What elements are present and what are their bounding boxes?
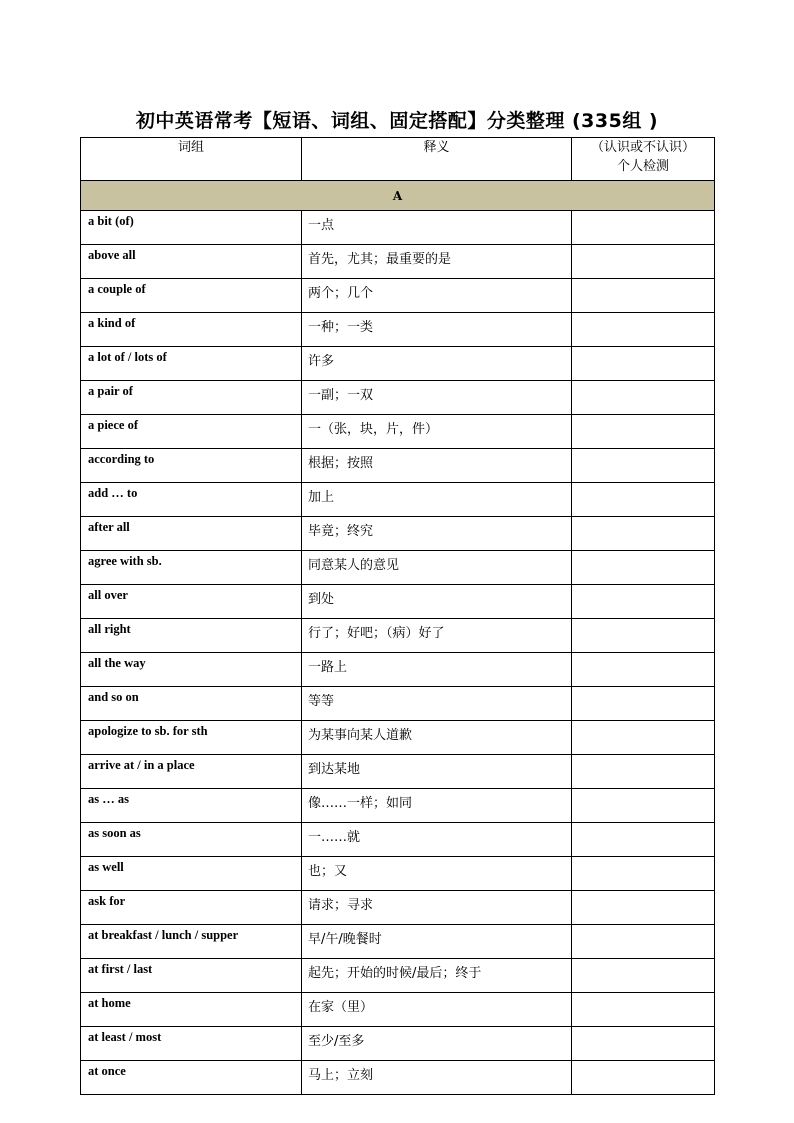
meaning-cell: 根据；按照 [302,449,572,483]
table-row [81,959,715,993]
self-check-cell[interactable] [572,347,715,381]
table-row [81,347,715,381]
table-row [81,789,715,823]
meaning-cell: 一种；一类 [302,313,572,347]
self-check-cell[interactable] [572,313,715,347]
phrase-cell: add … to [81,483,302,517]
table-row [81,211,715,245]
meaning-cell: 至少/至多 [302,1027,572,1061]
meaning-cell: 早/午/晚餐时 [302,925,572,959]
table-row [81,925,715,959]
phrase-cell: a bit (of) [81,211,302,245]
phrase-cell: arrive at / in a place [81,755,302,789]
section-label: A [81,181,715,211]
meaning-cell: 毕竟；终究 [302,517,572,551]
phrase-cell: at home [81,993,302,1027]
section-row [81,181,715,211]
meaning-cell: 像……一样；如同 [302,789,572,823]
table-row [81,619,715,653]
self-check-cell[interactable] [572,415,715,449]
meaning-cell: 马上；立刻 [302,1061,572,1095]
page-title: 初中英语常考【短语、词组、固定搭配】分类整理 (335组 ) [135,110,659,132]
phrase-cell: above all [81,245,302,279]
self-check-cell[interactable] [572,245,715,279]
table-row [81,721,715,755]
phrase-cell: at once [81,1061,302,1095]
phrase-cell: as well [81,857,302,891]
header-meaning: 释义 [302,138,572,181]
self-check-cell[interactable] [572,585,715,619]
phrase-cell: after all [81,517,302,551]
table-row [81,415,715,449]
meaning-cell: 两个；几个 [302,279,572,313]
meaning-cell: 在家（里） [302,993,572,1027]
self-check-cell[interactable] [572,551,715,585]
table-row [81,483,715,517]
phrase-cell: as soon as [81,823,302,857]
phrase-cell: a pair of [81,381,302,415]
table-row [81,279,715,313]
meaning-cell: 为某事向某人道歉 [302,721,572,755]
self-check-cell[interactable] [572,279,715,313]
self-check-cell[interactable] [572,891,715,925]
phrase-cell: all right [81,619,302,653]
meaning-cell: 一（张，块，片，件） [302,415,572,449]
table-row [81,1061,715,1095]
self-check-cell[interactable] [572,925,715,959]
self-check-cell[interactable] [572,959,715,993]
self-check-cell[interactable] [572,721,715,755]
phrase-cell: at first / last [81,959,302,993]
meaning-cell: 加上 [302,483,572,517]
meaning-cell: 首先，尤其；最重要的是 [302,245,572,279]
table-row [81,517,715,551]
header-check-line1: （认识或不认识） [590,140,695,155]
phrase-cell: apologize to sb. for sth [81,721,302,755]
table-row [81,687,715,721]
table-row [81,891,715,925]
self-check-cell[interactable] [572,211,715,245]
table-row [81,551,715,585]
phrase-cell: as … as [81,789,302,823]
table-row [81,993,715,1027]
self-check-cell[interactable] [572,1027,715,1061]
table-row [81,245,715,279]
meaning-cell: 许多 [302,347,572,381]
phrase-cell: at breakfast / lunch / supper [81,925,302,959]
meaning-cell: 到处 [302,585,572,619]
table-header-row [81,138,715,181]
phrase-cell: a kind of [81,313,302,347]
self-check-cell[interactable] [572,483,715,517]
header-check [572,138,715,181]
meaning-cell: 等等 [302,687,572,721]
meaning-cell: 也；又 [302,857,572,891]
phrase-cell: a piece of [81,415,302,449]
header-phrase: 词组 [81,138,302,181]
phrase-cell: ask for [81,891,302,925]
meaning-cell: 行了；好吧；（病）好了 [302,619,572,653]
meaning-cell: 到达某地 [302,755,572,789]
phrase-cell: and so on [81,687,302,721]
self-check-cell[interactable] [572,1061,715,1095]
self-check-cell[interactable] [572,755,715,789]
meaning-cell: 同意某人的意见 [302,551,572,585]
meaning-cell: 一……就 [302,823,572,857]
self-check-cell[interactable] [572,381,715,415]
table-row [81,585,715,619]
self-check-cell[interactable] [572,449,715,483]
phrase-cell: a couple of [81,279,302,313]
self-check-cell[interactable] [572,653,715,687]
meaning-cell: 一路上 [302,653,572,687]
self-check-cell[interactable] [572,993,715,1027]
table-row [81,449,715,483]
table-row [81,653,715,687]
table-row [81,755,715,789]
self-check-cell[interactable] [572,517,715,551]
self-check-cell[interactable] [572,687,715,721]
table-row [81,857,715,891]
header-check-line2: 个人检测 [616,159,669,174]
vocab-table [80,137,715,1095]
phrase-cell: all over [81,585,302,619]
phrase-cell: agree with sb. [81,551,302,585]
phrase-cell: all the way [81,653,302,687]
meaning-cell: 一副；一双 [302,381,572,415]
self-check-cell[interactable] [572,857,715,891]
meaning-cell: 起先；开始的时候/最后；终于 [302,959,572,993]
meaning-cell: 请求；寻求 [302,891,572,925]
phrase-cell: according to [81,449,302,483]
self-check-cell[interactable] [572,619,715,653]
phrase-cell: a lot of / lots of [81,347,302,381]
table-row [81,313,715,347]
self-check-cell[interactable] [572,789,715,823]
self-check-cell[interactable] [572,823,715,857]
table-row [81,823,715,857]
table-row [81,381,715,415]
table-row [81,1027,715,1061]
phrase-cell: at least / most [81,1027,302,1061]
meaning-cell: 一点 [302,211,572,245]
